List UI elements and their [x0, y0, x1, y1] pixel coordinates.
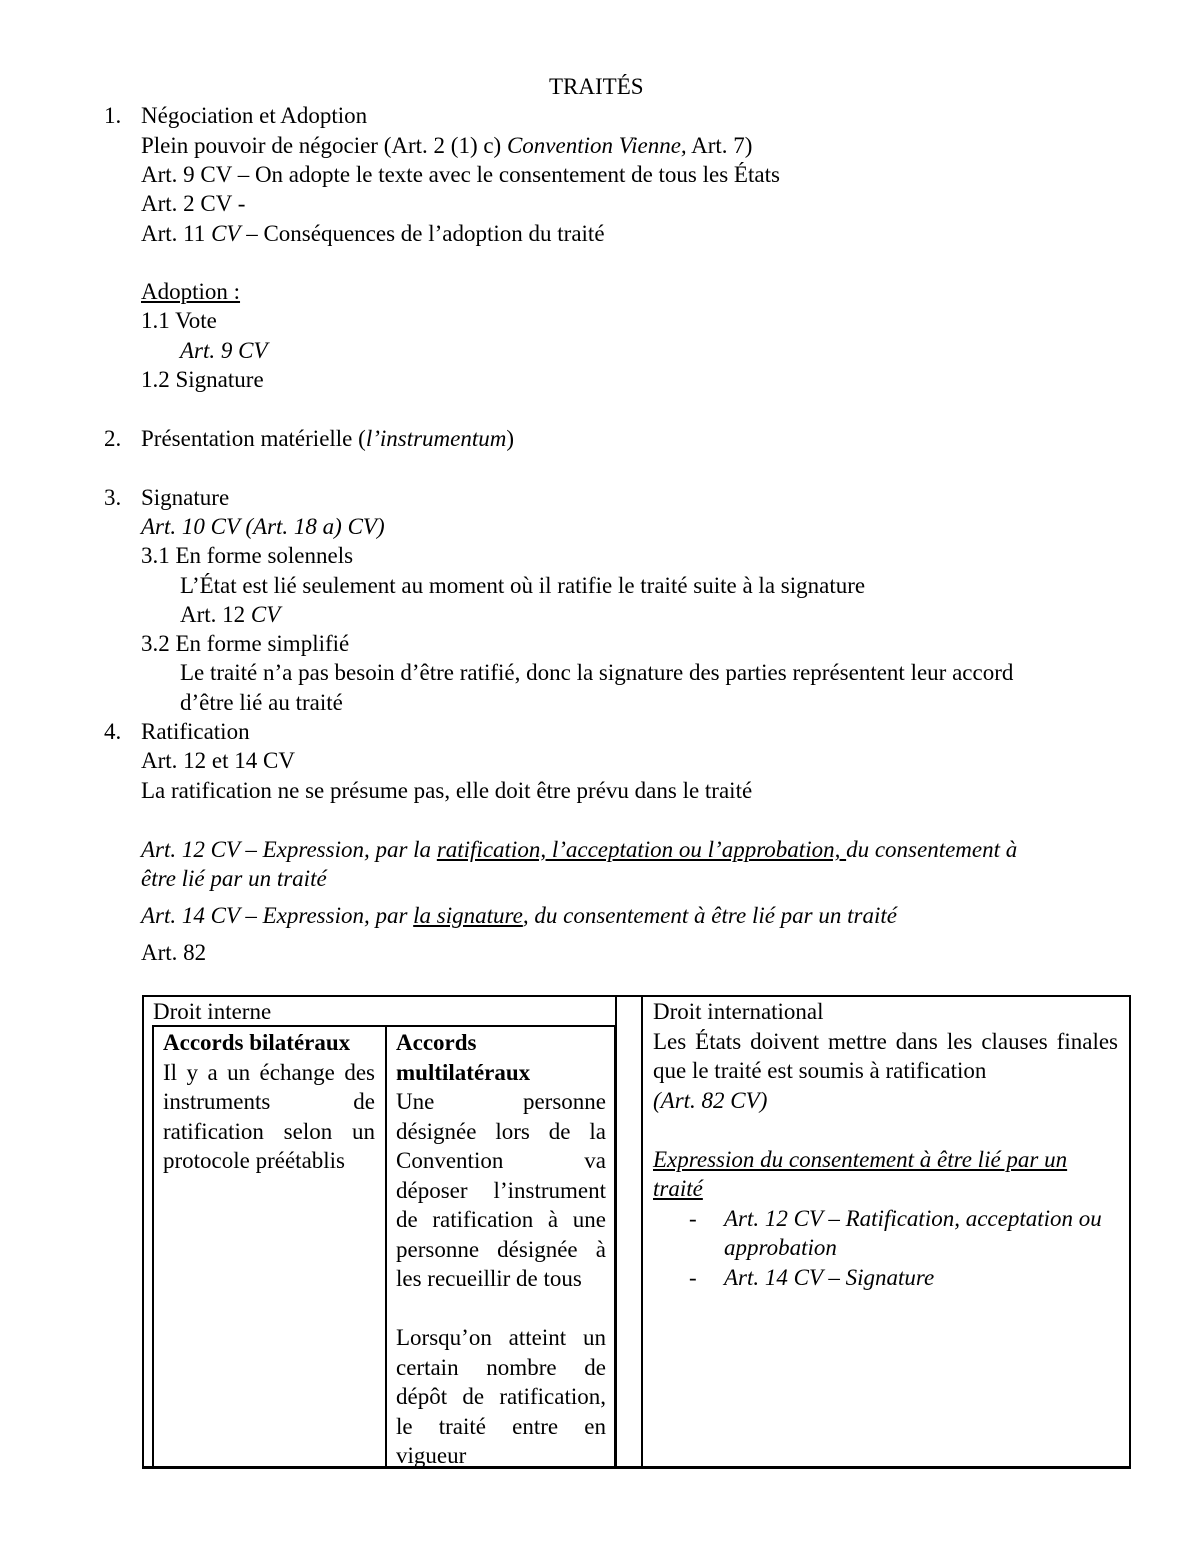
text-line: Art. 82 [141, 940, 207, 965]
text-span: – Conséquences de l’adoption du traité [240, 221, 605, 246]
text-line: 1.1 Vote [141, 308, 217, 333]
text-line: La ratification ne se présume pas, elle doit être prévu dans le traité [141, 778, 753, 803]
text-span: du consentement à [846, 837, 1018, 862]
text-line: Art. 2 CV - [141, 191, 246, 216]
bullet: - [689, 1205, 697, 1231]
text-span-italic: CV [250, 602, 281, 627]
text-line [141, 835, 1017, 864]
section-heading: Signature [141, 485, 230, 510]
text-line: 3.1 En forme solennels [141, 543, 354, 568]
text-span: Art. 12 [180, 602, 251, 627]
right-art: (Art. 82 CV) [653, 1087, 768, 1113]
text-span-italic: Convention Vienne, [506, 133, 687, 158]
bilateral-text: Il y a un échange des instruments de ratification selon un protocole préétablis [163, 1059, 375, 1173]
text-span: Art. 7) [686, 133, 753, 158]
text-line [180, 600, 280, 629]
text-line: Art. 9 CV [180, 338, 268, 363]
section-number: 3. [104, 485, 122, 510]
text-span-italic: l’instrumentum [365, 426, 507, 451]
list-item-text: Art. 12 CV – Ratification, acceptation ou approbation [724, 1205, 1102, 1260]
text-line [141, 219, 605, 248]
text-span: Plein pouvoir de négocier (Art. 2 (1) c) [141, 133, 507, 158]
right-subheading: Expression du consentement à être lié par un traité [653, 1146, 1068, 1201]
text-line: Art. 10 CV (Art. 18 a) CV) [141, 514, 385, 539]
multilateral-text-1: Une personne désignée lors de la Convention va déposer l’instrument de ratification à une personne désignée à les recueillir de tous [396, 1089, 606, 1291]
international-cell [653, 997, 1118, 1292]
right-header: Droit international [653, 999, 824, 1024]
bilateral-cell [163, 1028, 375, 1176]
text-span-underlined: la signature [413, 903, 523, 928]
section-number: 1. [104, 103, 122, 128]
text-line: L’État est lié seulement au moment où il ratifie le traité suite à la signature [180, 573, 866, 598]
text-line [141, 901, 897, 930]
text-line: d’être lié au traité [180, 690, 343, 715]
text-span: ) [506, 426, 515, 451]
multilateral-cell [396, 1028, 606, 1471]
subheading-adoption: Adoption : [141, 279, 241, 304]
section-heading: Négociation et Adoption [141, 103, 368, 128]
section-heading [141, 424, 514, 453]
bilateral-title: Accords bilatéraux [163, 1030, 351, 1055]
left-header: Droit interne [153, 999, 272, 1024]
text-span: Art. 11 [141, 221, 212, 246]
right-list-item [653, 1204, 1118, 1263]
section-heading: Ratification [141, 719, 250, 744]
bullet: - [689, 1264, 697, 1290]
text-line: 1.2 Signature [141, 367, 264, 392]
text-span-italic: CV [211, 221, 241, 246]
text-span: Présentation matérielle ( [141, 426, 366, 451]
nested-table-divider [385, 1027, 387, 1467]
multilateral-text-2: Lorsqu’on atteint un certain nombre de dépôt de ratification, le traité entre en vigueur [396, 1325, 606, 1468]
text-line: être lié par un traité [141, 866, 327, 891]
table-divider-right [641, 997, 643, 1467]
text-span: Art. 14 CV – Expression, par [141, 903, 414, 928]
text-span: Art. 12 CV – Expression, par la [141, 837, 437, 862]
list-item-text: Art. 14 CV – Signature [724, 1264, 935, 1290]
text-line: Art. 12 et 14 CV [141, 748, 295, 773]
page-title: TRAITÉS [549, 74, 644, 99]
text-line [141, 131, 752, 160]
text-line: Art. 9 CV – On adopte le texte avec le consentement de tous les États [141, 162, 780, 187]
text-line: 3.2 En forme simplifié [141, 631, 350, 656]
multilateral-title: Accords multilatéraux [396, 1030, 531, 1085]
text-line: Le traité n’a pas besoin d’être ratifié, donc la signature des parties représentent leur accord [180, 660, 1014, 685]
section-number: 4. [104, 719, 122, 744]
text-span: , du consentement à être lié par un traité [522, 903, 897, 928]
text-span-underlined: ratification, l’acceptation ou l’approbation, [436, 837, 847, 862]
section-number: 2. [104, 426, 122, 451]
right-text: Les États doivent mettre dans les clauses finales que le traité est soumis à ratification [653, 1028, 1118, 1083]
right-list-item [653, 1263, 1118, 1293]
